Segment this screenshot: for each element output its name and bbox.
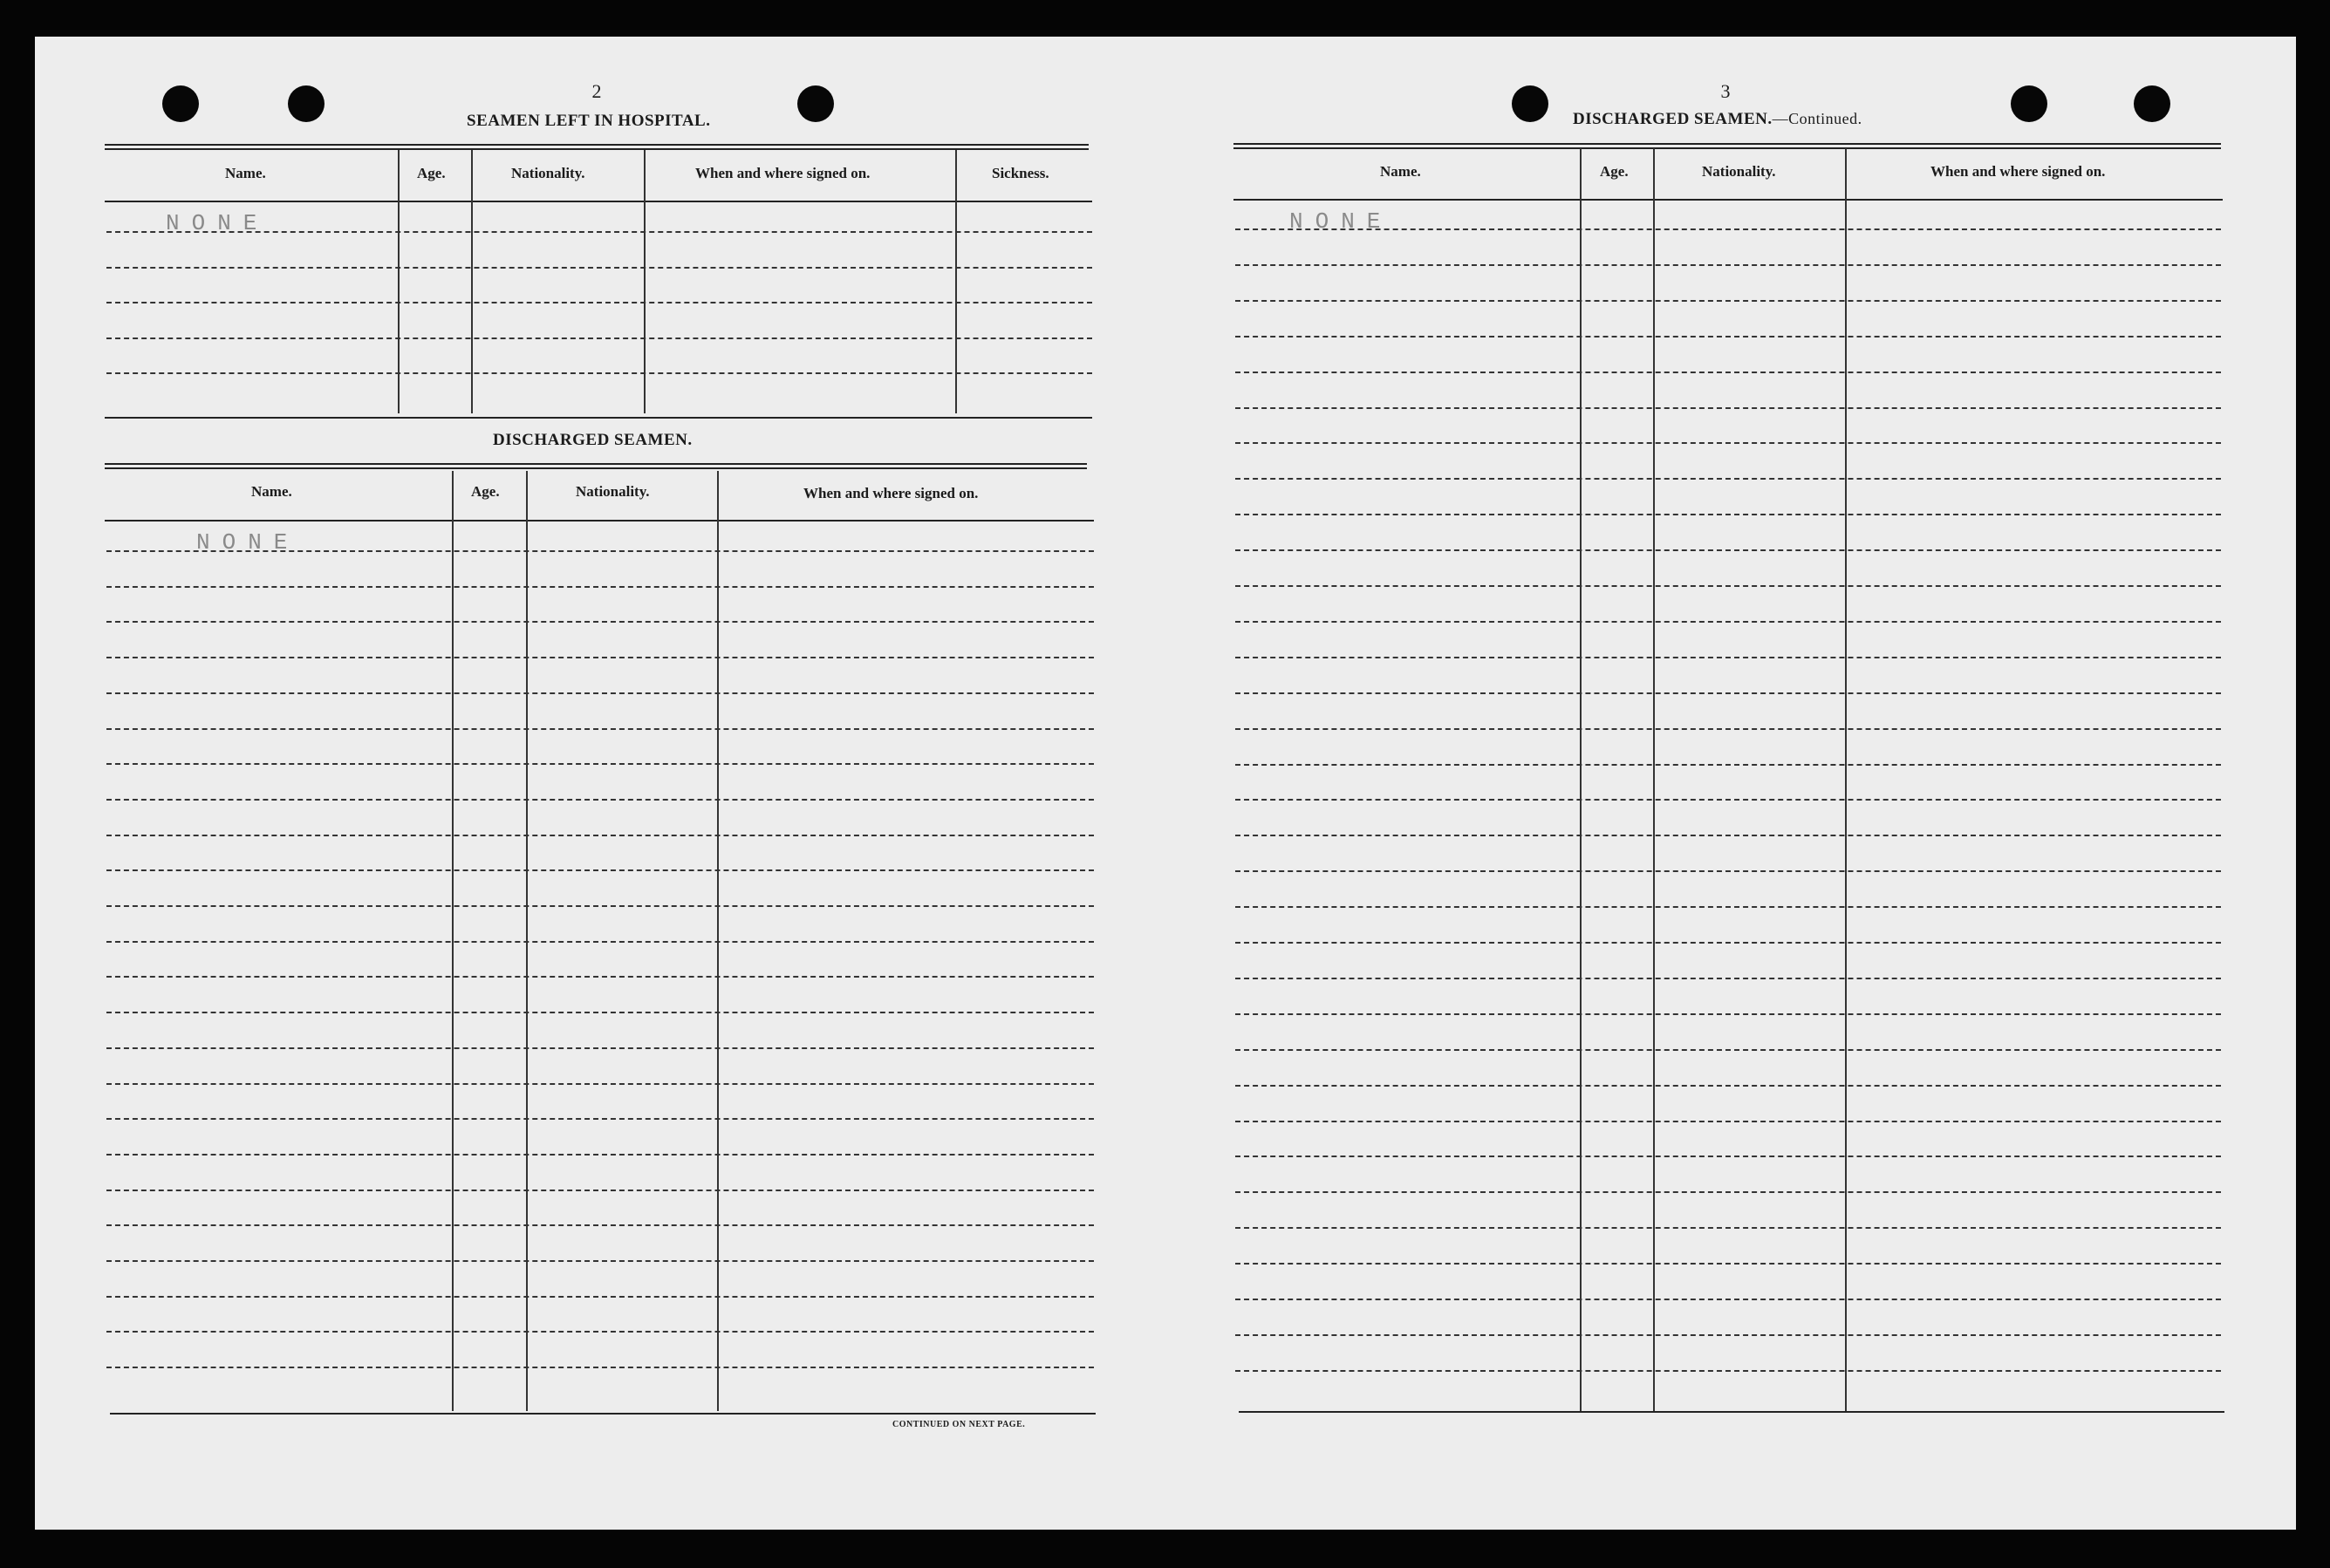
- right-table-bottom-rule: [1239, 1411, 2224, 1413]
- right-col-nationality: Nationality.: [1702, 163, 1776, 180]
- dotted-row-line: [1235, 372, 2221, 373]
- dotted-row-line: [106, 302, 1092, 303]
- dotted-row-line: [106, 905, 1094, 907]
- dotted-row-line: [1235, 1013, 2221, 1015]
- discharged-col-age: Age.: [471, 483, 500, 500]
- dotted-row-line: [106, 1296, 1094, 1298]
- dotted-row-line: [1235, 692, 2221, 694]
- hospital-table-top-rule: [105, 144, 1089, 150]
- dotted-row-line: [1235, 478, 2221, 480]
- dotted-row-line: [106, 835, 1094, 836]
- dotted-row-line: [1235, 1191, 2221, 1193]
- dotted-row-line: [1235, 1049, 2221, 1051]
- dotted-row-line: [1235, 1263, 2221, 1265]
- dotted-row-line: [1235, 1334, 2221, 1336]
- right-col-signed-on: When and where signed on.: [1930, 163, 2106, 180]
- dotted-row-line: [106, 728, 1094, 730]
- discharged-table-top-rule: [105, 463, 1087, 469]
- punch-hole: [1512, 85, 1548, 122]
- right-section-title: [1573, 110, 1862, 129]
- punch-hole: [162, 85, 199, 122]
- dotted-row-line: [1235, 657, 2221, 658]
- right-col-name: Name.: [1380, 163, 1421, 180]
- dotted-row-line: [106, 337, 1092, 339]
- continued-note: CONTINUED ON NEXT PAGE.: [892, 1420, 1026, 1429]
- dotted-row-line: [106, 657, 1094, 658]
- dotted-row-line: [1235, 1085, 2221, 1087]
- right-section-title-main: DISCHARGED SEAMEN.: [1573, 110, 1773, 128]
- hospital-col-age: Age.: [417, 165, 446, 181]
- dotted-row-line: [106, 1012, 1094, 1013]
- hospital-col-signed-on: When and where signed on.: [695, 165, 871, 181]
- dotted-row-line: [106, 267, 1092, 269]
- dotted-row-line: [1235, 300, 2221, 302]
- document-sheet: [35, 37, 2296, 1530]
- dotted-row-line: [1235, 621, 2221, 623]
- dotted-row-line: [1235, 835, 2221, 836]
- dotted-row-line: [1235, 1299, 2221, 1300]
- dotted-row-line: [106, 799, 1094, 801]
- dotted-row-line: [1235, 1156, 2221, 1157]
- dotted-row-line: [1235, 264, 2221, 266]
- dotted-row-line: [1235, 228, 2221, 230]
- hospital-table-header-rule: [105, 201, 1092, 202]
- dotted-row-line: [1235, 906, 2221, 908]
- dotted-row-line: [1235, 799, 2221, 801]
- dotted-row-line: [1235, 585, 2221, 587]
- dotted-row-line: [106, 586, 1094, 588]
- dotted-row-line: [106, 1047, 1094, 1049]
- dotted-row-line: [1235, 407, 2221, 409]
- dotted-row-line: [106, 976, 1094, 978]
- punch-hole: [2134, 85, 2170, 122]
- dotted-row-line: [1235, 870, 2221, 872]
- dotted-row-line: [106, 1331, 1094, 1333]
- dotted-row-line: [106, 621, 1094, 623]
- hospital-col-sickness: Sickness.: [992, 165, 1049, 181]
- discharged-table-header-rule: [105, 520, 1094, 522]
- hospital-section-title: SEAMEN LEFT IN HOSPITAL.: [467, 112, 711, 130]
- dotted-row-line: [106, 1154, 1094, 1156]
- dotted-row-line: [1235, 1227, 2221, 1229]
- discharged-col-name: Name.: [251, 483, 292, 500]
- hospital-col-nationality: Nationality.: [511, 165, 585, 181]
- hospital-table-bottom-rule: [105, 417, 1092, 419]
- dotted-row-line: [1235, 728, 2221, 730]
- punch-hole: [288, 85, 325, 122]
- dotted-row-line: [106, 1224, 1094, 1226]
- dotted-row-line: [1235, 336, 2221, 337]
- dotted-row-line: [1235, 978, 2221, 979]
- discharged-entry: NONE: [196, 529, 300, 556]
- dotted-row-line: [106, 1118, 1094, 1120]
- right-col-divider: [1580, 148, 1582, 1411]
- discharged-col-nationality: Nationality.: [576, 483, 650, 500]
- dotted-row-line: [1235, 442, 2221, 444]
- right-col-age: Age.: [1600, 163, 1629, 180]
- dotted-row-line: [106, 372, 1092, 374]
- dotted-row-line: [106, 231, 1092, 233]
- dotted-row-line: [106, 1083, 1094, 1085]
- punch-hole: [2011, 85, 2047, 122]
- hospital-col-name: Name.: [225, 165, 266, 181]
- hospital-entry: NONE: [166, 210, 270, 236]
- right-col-divider: [1845, 148, 1847, 1411]
- punch-hole: [797, 85, 834, 122]
- dotted-row-line: [106, 1260, 1094, 1262]
- dotted-row-line: [1235, 514, 2221, 515]
- dotted-row-line: [106, 763, 1094, 765]
- dotted-row-line: [106, 550, 1094, 552]
- dotted-row-line: [106, 869, 1094, 871]
- dotted-row-line: [106, 692, 1094, 694]
- dotted-row-line: [106, 1190, 1094, 1191]
- dotted-row-line: [106, 941, 1094, 943]
- page-number-right: 3: [1720, 80, 1731, 102]
- dotted-row-line: [1235, 1370, 2221, 1372]
- dotted-row-line: [106, 1367, 1094, 1368]
- dotted-row-line: [1235, 764, 2221, 766]
- page-number-left: 2: [591, 80, 602, 102]
- right-entry: NONE: [1289, 208, 1393, 235]
- discharged-col-signed-on: When and where signed on.: [803, 485, 979, 501]
- dotted-row-line: [1235, 1121, 2221, 1122]
- right-col-divider: [1653, 148, 1655, 1411]
- right-table-top-rule: [1233, 143, 2221, 149]
- right-section-title-suffix: —Continued.: [1772, 110, 1862, 127]
- right-table-header-rule: [1233, 199, 2223, 201]
- dotted-row-line: [1235, 942, 2221, 944]
- discharged-table-bottom-rule: [110, 1413, 1096, 1415]
- dotted-row-line: [1235, 549, 2221, 551]
- discharged-section-title: DISCHARGED SEAMEN.: [493, 431, 693, 449]
